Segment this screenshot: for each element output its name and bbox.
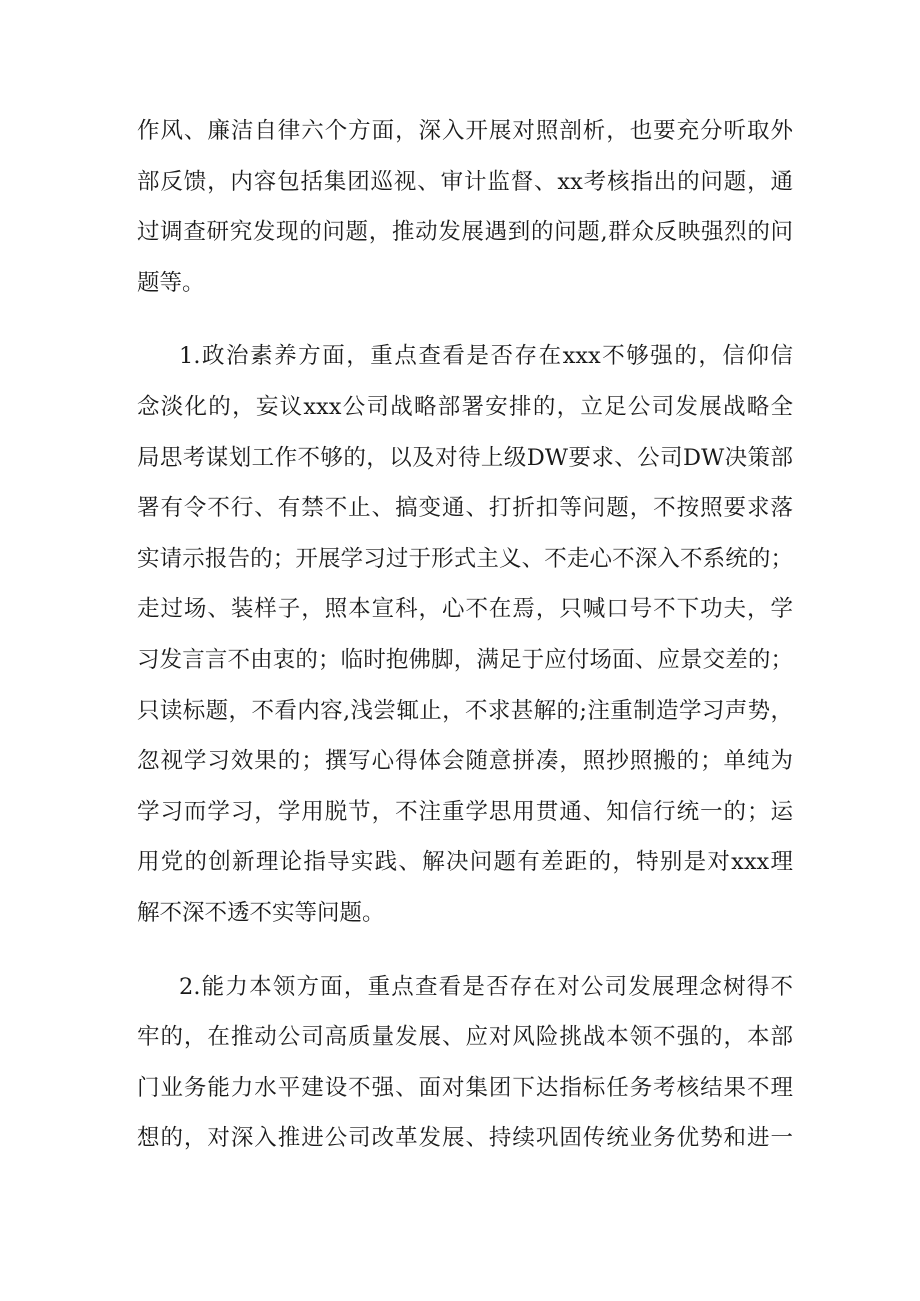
text-line: 用党的创新理论指导实践、解决问题有差距的，特别是对xxx理: [137, 849, 793, 876]
text-line: 过调查研究发现的问题，推动发展遇到的问题,群众反映强烈的问: [137, 219, 793, 246]
paragraph-capability: [137, 962, 793, 1164]
text-line: 局思考谋划工作不够的，以及对待上级DW要求、公司DW决策部: [137, 444, 793, 471]
text-line: 实请示报告的；开展学习过于形式主义、不走心不深入不系统的；: [137, 545, 793, 572]
text-line: 作风、廉洁自律六个方面，深入开展对照剖析，也要充分听取外: [137, 118, 793, 144]
text-line: 想的，对深入推进公司改革发展、持续巩固传统业务优势和进一: [137, 1125, 793, 1152]
paragraph-continuation: [137, 106, 793, 308]
text-line: 学习而学习，学用脱节，不注重学思用贯通、知信行统一的；运: [137, 798, 793, 825]
paragraph-political-quality: [137, 331, 793, 938]
text-line: 忽视学习效果的；撰写心得体会随意拼凑，照抄照搬的；单纯为: [137, 748, 793, 775]
document-body: [137, 106, 793, 1164]
text-line: 题等。: [137, 269, 205, 296]
text-line: 念淡化的，妄议xxx公司战略部署安排的，立足公司发展战略全: [137, 393, 793, 420]
text-line: 只读标题，不看内容,浅尝辄止，不求甚解的;注重制造学习声势，: [137, 697, 793, 724]
text-line: 2.能力本领方面，重点查看是否存在对公司发展理念树得不: [179, 973, 793, 1000]
text-line: 部反馈，内容包括集团巡视、审计监督、xx考核指出的问题，通: [137, 168, 793, 195]
text-line: 走过场、装样子，照本宣科，心不在焉，只喊口号不下功夫，学: [137, 596, 793, 623]
text-line: 1.政治素养方面，重点查看是否存在xxx不够强的，信仰信: [179, 343, 793, 370]
text-line: 习发言言不由衷的；临时抱佛脚，满足于应付场面、应景交差的；: [137, 646, 793, 673]
text-line: 署有令不行、有禁不止、搞变通、打折扣等问题，不按照要求落: [137, 495, 793, 522]
text-line: 解不深不透不实等问题。: [137, 899, 385, 926]
text-line: 门业务能力水平建设不强、面对集团下达指标任务考核结果不理: [137, 1074, 793, 1101]
text-line: 牢的，在推动公司高质量发展、应对风险挑战本领不强的，本部: [137, 1024, 793, 1051]
